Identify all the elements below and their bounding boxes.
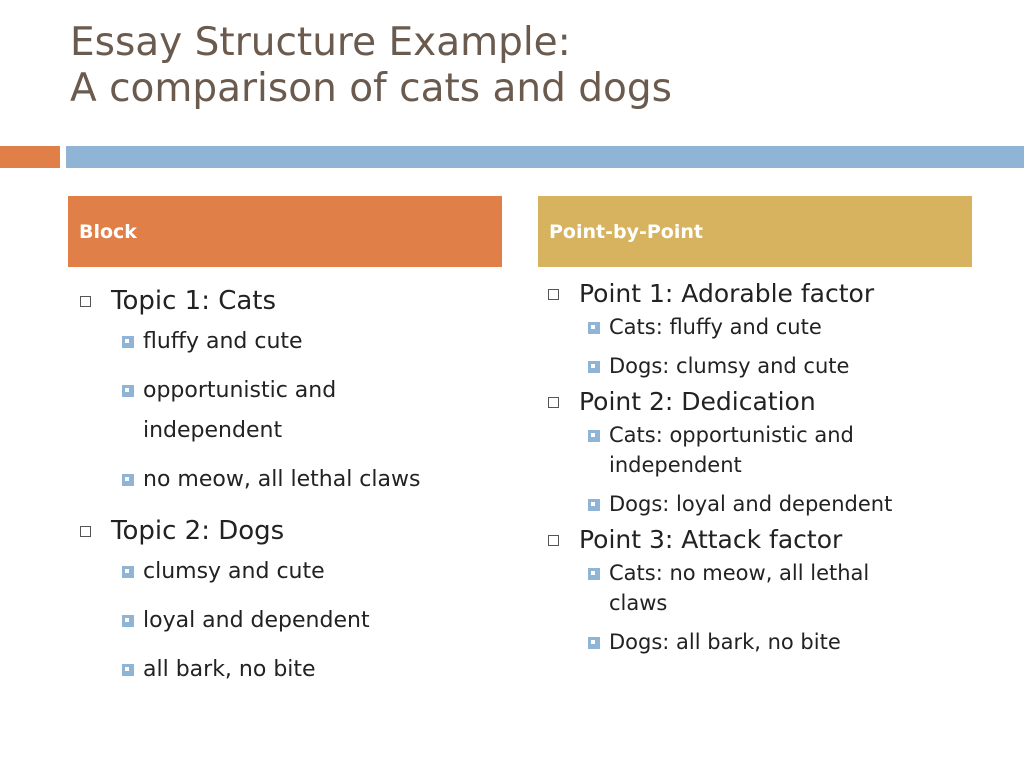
point-subitems <box>548 312 988 381</box>
point-item <box>548 385 988 419</box>
title-line-2: A comparison of cats and dogs <box>70 66 672 111</box>
list-item-text: Cats: opportunistic and independent <box>609 423 854 477</box>
list-item-text: clumsy and cute <box>143 559 325 584</box>
title-line-1: Essay Structure Example: <box>70 20 571 65</box>
list-item <box>122 650 510 690</box>
list-item-text: Dogs: clumsy and cute <box>609 354 850 378</box>
hollow-square-bullet-icon <box>548 289 559 300</box>
filled-square-bullet-icon <box>122 474 134 486</box>
filled-square-bullet-icon <box>588 499 600 511</box>
filled-square-bullet-icon <box>122 336 134 348</box>
list-item-text: Cats: fluffy and cute <box>609 315 822 339</box>
point-label: Point 3: Attack factor <box>579 525 843 554</box>
list-item <box>122 322 510 362</box>
list-item <box>588 558 988 618</box>
list-item-text: loyal and dependent <box>143 608 370 633</box>
list-item <box>122 601 510 641</box>
point-label: Point 1: Adorable factor <box>579 279 875 308</box>
filled-square-bullet-icon <box>122 566 134 578</box>
filled-square-bullet-icon <box>122 664 134 676</box>
filled-square-bullet-icon <box>588 361 600 373</box>
filled-square-bullet-icon <box>122 385 134 397</box>
point-item <box>548 523 988 557</box>
list-item <box>588 627 988 657</box>
list-item-text: all bark, no bite <box>143 657 316 682</box>
list-item <box>588 420 988 480</box>
filled-square-bullet-icon <box>588 637 600 649</box>
topic-subitems <box>80 552 510 690</box>
list-item <box>588 312 988 342</box>
point-by-point-list <box>548 277 988 661</box>
point-by-point-header <box>538 196 972 267</box>
hollow-square-bullet-icon <box>80 526 91 537</box>
point-by-point-header-label: Point-by-Point <box>549 220 703 243</box>
list-item-text: opportunistic and independent <box>143 378 337 443</box>
filled-square-bullet-icon <box>588 568 600 580</box>
filled-square-bullet-icon <box>588 430 600 442</box>
list-item-text: no meow, all lethal claws <box>143 467 421 492</box>
block-list <box>80 284 510 690</box>
slide-title <box>70 20 990 112</box>
hollow-square-bullet-icon <box>548 535 559 546</box>
accent-bar-orange <box>0 146 60 168</box>
list-item-text: Cats: no meow, all lethal claws <box>609 561 870 615</box>
topic-item <box>80 514 510 548</box>
list-item <box>122 552 510 592</box>
topic-label: Topic 2: Dogs <box>111 516 285 546</box>
topic-item <box>80 284 510 318</box>
list-item-text: Dogs: loyal and dependent <box>609 492 893 516</box>
filled-square-bullet-icon <box>122 615 134 627</box>
list-item <box>122 460 510 500</box>
hollow-square-bullet-icon <box>80 296 91 307</box>
point-item <box>548 277 988 311</box>
point-label: Point 2: Dedication <box>579 387 816 416</box>
list-item <box>588 489 988 519</box>
block-header <box>68 196 502 267</box>
list-item <box>588 351 988 381</box>
accent-bar-blue <box>66 146 1024 168</box>
hollow-square-bullet-icon <box>548 397 559 408</box>
filled-square-bullet-icon <box>588 322 600 334</box>
topic-label: Topic 1: Cats <box>111 286 277 316</box>
list-item-text: Dogs: all bark, no bite <box>609 630 841 654</box>
block-header-label: Block <box>79 220 137 243</box>
list-item-text: fluffy and cute <box>143 329 303 354</box>
topic-subitems <box>80 322 510 500</box>
point-subitems <box>548 420 988 519</box>
point-subitems <box>548 558 988 657</box>
list-item <box>122 371 510 451</box>
